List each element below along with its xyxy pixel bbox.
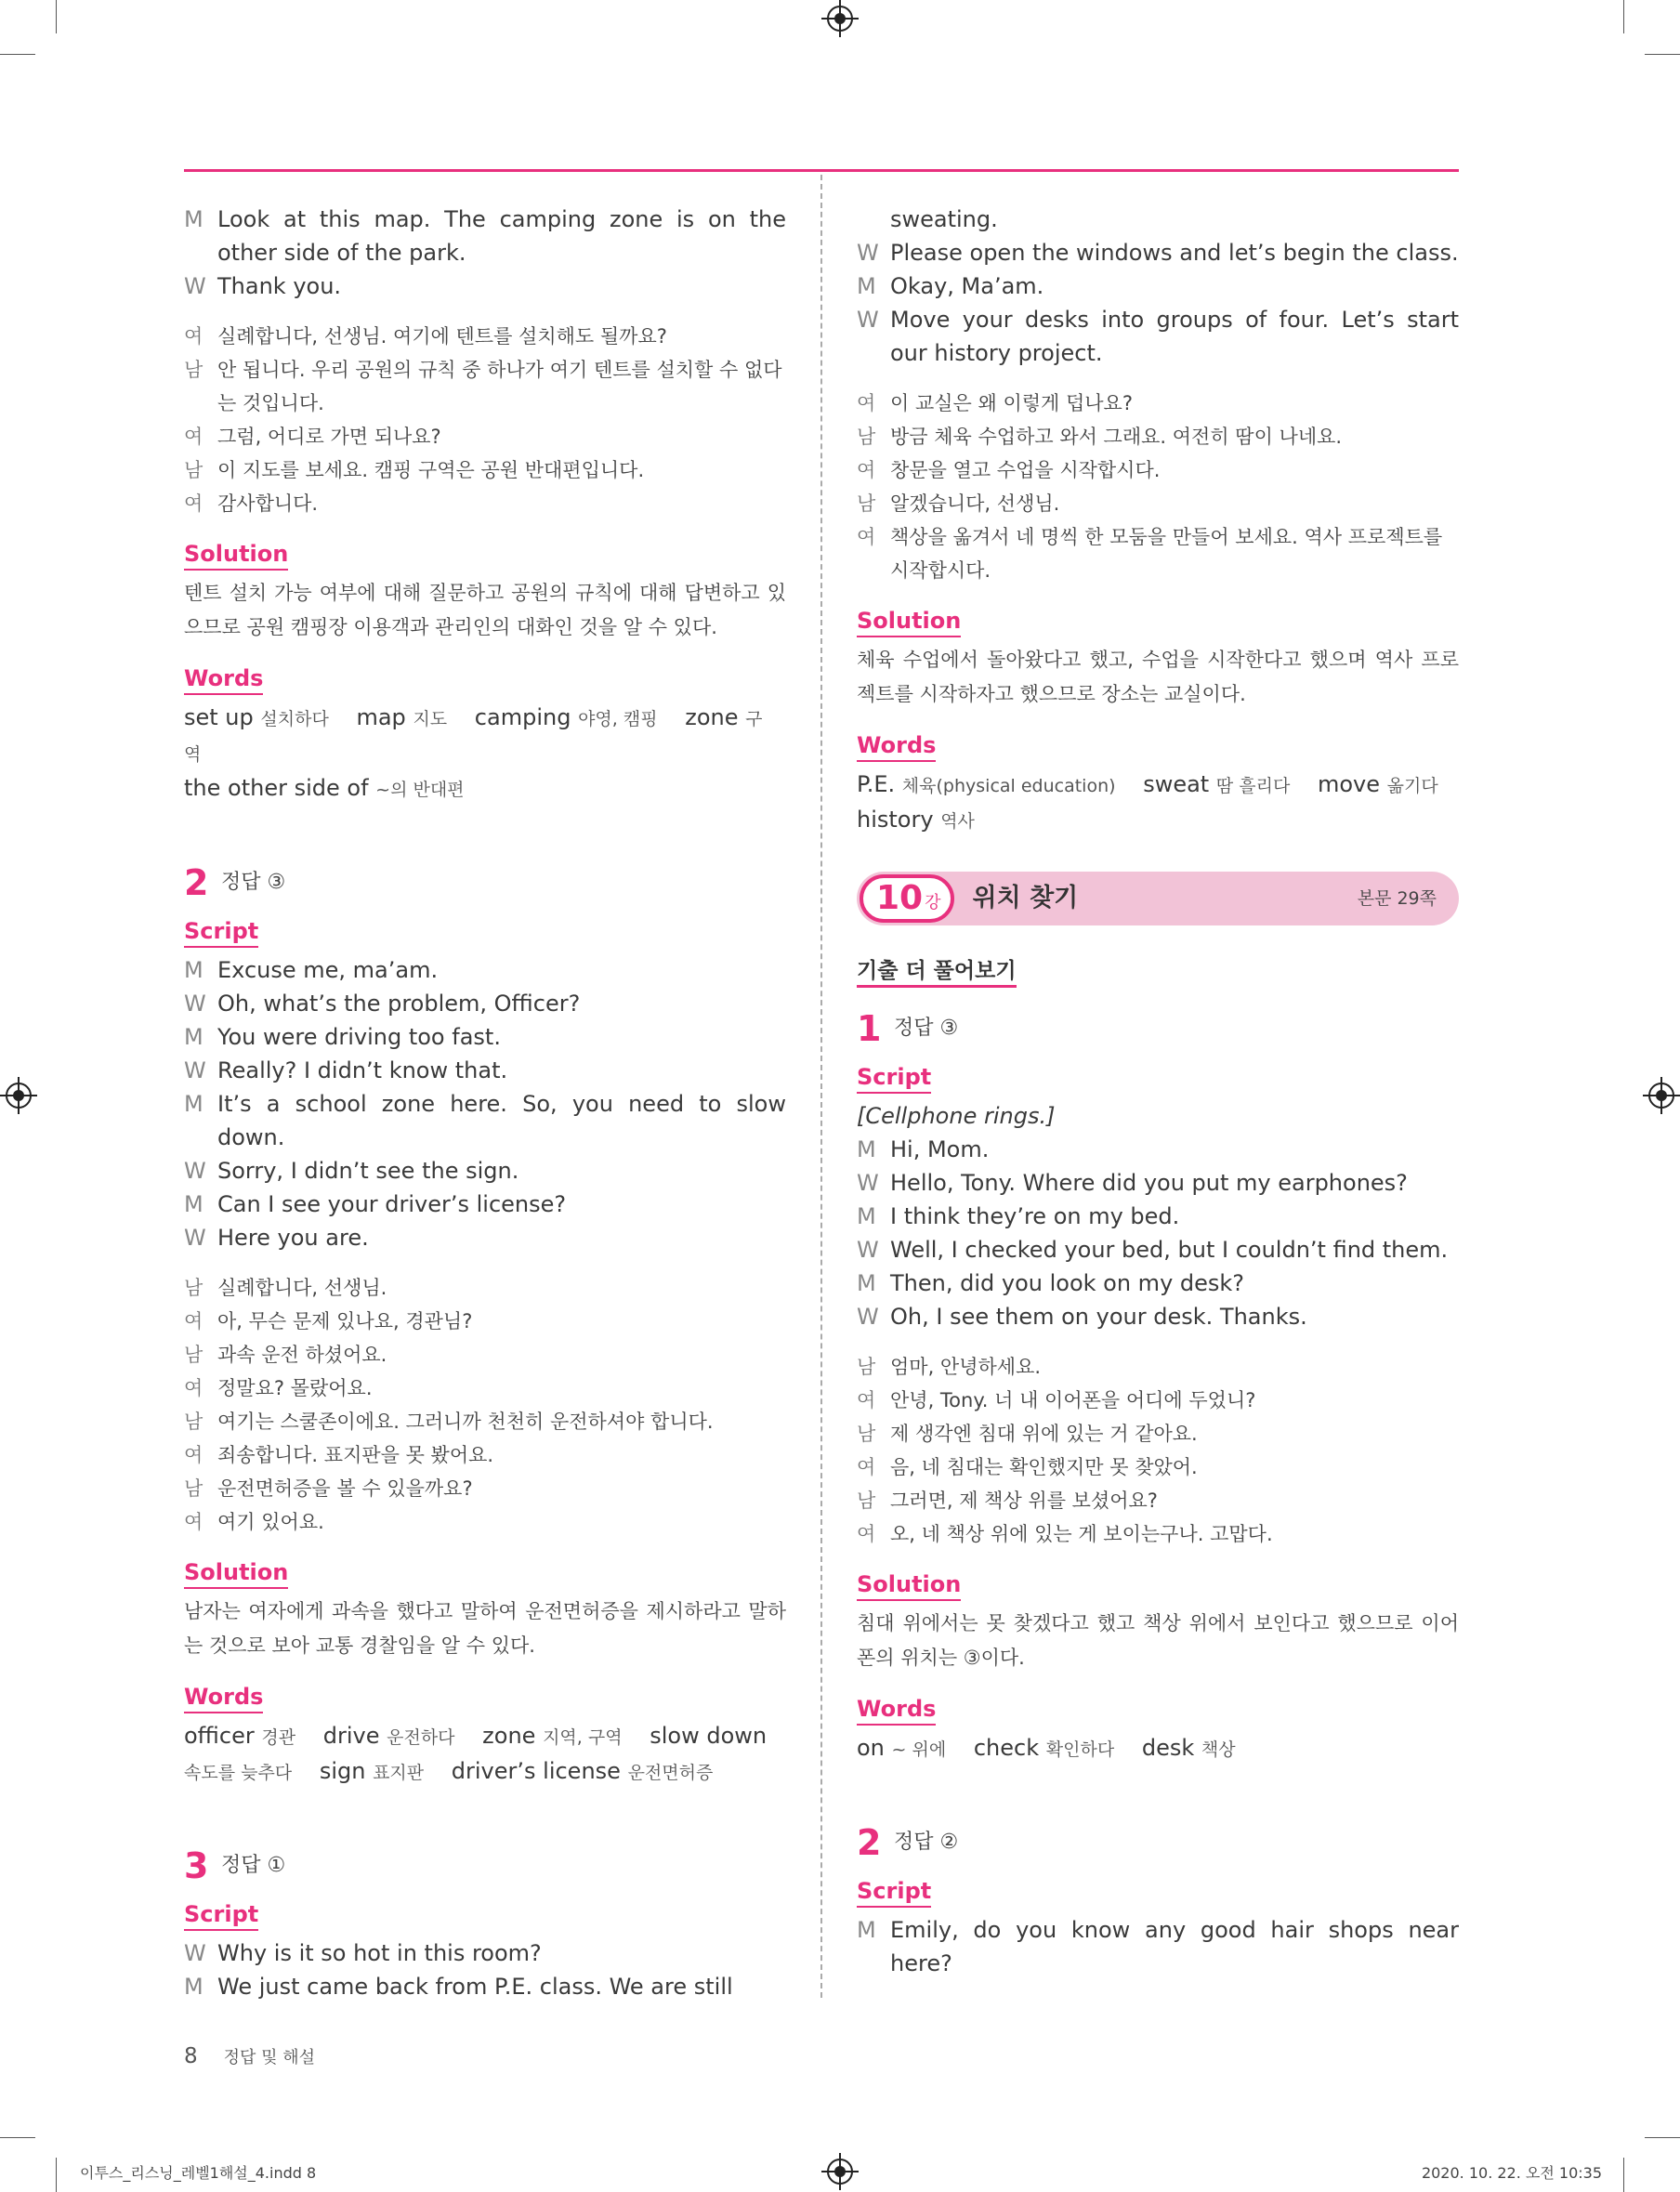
speaker: M xyxy=(857,1917,876,1943)
korean-text: 정말요? 몰랐어요. xyxy=(217,1377,373,1399)
speaker: W xyxy=(184,1057,206,1083)
word-en: map xyxy=(356,704,406,730)
speaker: W xyxy=(857,1170,879,1196)
korean-text: 그러면, 제 책상 위를 보셨어요? xyxy=(890,1490,1158,1512)
page-footer xyxy=(184,2044,315,2068)
words-label: Words xyxy=(857,731,936,762)
korean-line xyxy=(184,1438,786,1472)
answer-heading xyxy=(857,1008,1459,1049)
dialog-line xyxy=(184,1087,786,1154)
word-kr: 야영, 캠핑 xyxy=(578,709,658,729)
korean-line xyxy=(184,420,786,453)
dialog-text: Thank you. xyxy=(217,273,342,299)
word-en: officer xyxy=(184,1723,255,1749)
korean-line xyxy=(184,453,786,487)
dialog-line xyxy=(184,987,786,1020)
korean-line xyxy=(184,1472,786,1505)
korean-line xyxy=(184,487,786,520)
dialog-line xyxy=(857,203,1459,236)
korean-line xyxy=(857,1450,1459,1484)
solution-label: Solution xyxy=(857,1570,961,1601)
word-kr: 운전하다 xyxy=(387,1727,455,1748)
crop-mark xyxy=(1645,54,1680,55)
dialog-text: Then, did you look on my desk? xyxy=(890,1270,1245,1296)
korean-line xyxy=(857,1517,1459,1551)
crop-mark xyxy=(56,2158,57,2192)
speaker: 여 xyxy=(857,459,876,481)
word-kr: 경관 xyxy=(261,1727,296,1748)
speaker: W xyxy=(184,1158,206,1184)
answer-text: 정답 ① xyxy=(221,1854,286,1877)
crop-mark xyxy=(1645,2137,1680,2138)
korean-line xyxy=(184,1338,786,1372)
dialog-text: Please open the windows and let’s begin the class. xyxy=(890,240,1459,266)
solution-text: 체육 수업에서 돌아왔다고 했고, 수업을 시작한다고 했으며 역사 프로젝트를 시작하자고 했으므로 장소는 교실이다. xyxy=(857,649,1459,705)
dialog-line xyxy=(184,1154,786,1188)
speaker: M xyxy=(184,1974,203,2000)
word-kr: 옮기다 xyxy=(1386,776,1438,796)
speaker: M xyxy=(184,206,203,232)
lesson-number: 10 xyxy=(876,879,924,917)
footer-label: 정답 및 해설 xyxy=(223,2048,316,2067)
dialog-text: We just came back from P.E. class. We are still xyxy=(217,1974,733,2000)
word-kr: 설치하다 xyxy=(260,709,329,729)
korean-text: 오, 네 책상 위에 있는 게 보이는구나. 고맙다. xyxy=(890,1523,1273,1545)
word-kr: 표지판 xyxy=(373,1763,425,1783)
continued-korean xyxy=(857,387,1459,587)
word-kr: 책상 xyxy=(1201,1739,1236,1760)
korean-line xyxy=(184,353,786,420)
word-en: slow down xyxy=(650,1723,768,1749)
korean-line xyxy=(184,1405,786,1438)
speaker: 남 xyxy=(184,459,203,481)
speaker: 남 xyxy=(857,1423,876,1445)
speaker: W xyxy=(184,273,206,299)
solution-label: Solution xyxy=(184,1558,288,1589)
dialog-text: Oh, I see them on your desk. Thanks. xyxy=(890,1304,1307,1330)
speaker: 여 xyxy=(857,1523,876,1545)
words-label: Words xyxy=(184,664,263,695)
question-number: 2 xyxy=(184,862,209,903)
korean-text: 감사합니다. xyxy=(217,492,319,515)
speaker: 남 xyxy=(184,1344,203,1366)
korean-line xyxy=(184,320,786,353)
korean-text: 아, 무슨 문제 있나요, 경관님? xyxy=(217,1310,473,1332)
speaker: W xyxy=(857,307,879,333)
speaker: 여 xyxy=(184,1444,203,1466)
dialog-line xyxy=(857,269,1459,303)
page-number: 8 xyxy=(184,2044,198,2068)
speaker: M xyxy=(184,957,203,983)
dialog-text: Really? I didn’t know that. xyxy=(217,1057,508,1083)
dialog-text: Okay, Ma’am. xyxy=(890,273,1044,299)
dialog-line xyxy=(184,1054,786,1087)
speaker: W xyxy=(184,991,206,1017)
word-en: sign xyxy=(319,1758,366,1784)
speaker: M xyxy=(184,1091,203,1117)
speaker: W xyxy=(857,240,879,266)
korean-text: 창문을 열고 수업을 시작합시다. xyxy=(890,459,1161,481)
dialog-line xyxy=(184,953,786,987)
word-en: sweat xyxy=(1143,771,1210,797)
speaker: 여 xyxy=(184,325,203,348)
dialog-text: Here you are. xyxy=(217,1225,369,1251)
dialog-line xyxy=(857,1300,1459,1333)
words-list xyxy=(184,1719,786,1790)
korean-line xyxy=(857,487,1459,520)
word-kr: 땀 흘리다 xyxy=(1215,776,1291,796)
words-label: Words xyxy=(184,1683,263,1713)
word-kr: 지도 xyxy=(413,709,448,729)
korean-text: 안녕, Tony. 너 내 이어폰을 어디에 두었니? xyxy=(890,1389,1256,1411)
speaker: M xyxy=(857,273,876,299)
speaker: M xyxy=(857,1136,876,1162)
dialog-line xyxy=(857,1913,1459,1980)
dialog-text: Can I see your driver’s license? xyxy=(217,1191,567,1217)
intro-dialog xyxy=(184,203,786,303)
korean-line xyxy=(184,1505,786,1539)
korean-line xyxy=(857,420,1459,453)
korean-text: 실례합니다, 선생님. 여기에 텐트를 설치해도 될까요? xyxy=(217,325,667,348)
word-en: camping xyxy=(474,704,571,730)
korean-line xyxy=(184,1372,786,1405)
speaker: 여 xyxy=(857,526,876,548)
korean-text: 이 지도를 보세요. 캠핑 구역은 공원 반대편입니다. xyxy=(217,459,645,481)
solution-text: 침대 위에서는 못 찾겠다고 했고 책상 위에서 보인다고 했으므로 이어폰의 위치는 ③이다. xyxy=(857,1612,1459,1669)
solution-text: 남자는 여자에게 과속을 했다고 말하여 운전면허증을 제시하라고 말하는 것으로 보아 교통 경찰임을 알 수 있다. xyxy=(184,1600,786,1657)
dialog-text: Oh, what’s the problem, Officer? xyxy=(217,991,581,1017)
column-divider xyxy=(820,175,822,1998)
word-kr: 운전면허증 xyxy=(627,1763,714,1783)
dialog-line xyxy=(857,236,1459,269)
speaker: 남 xyxy=(857,492,876,515)
script-label: Script xyxy=(857,1877,931,1908)
answer-heading xyxy=(184,1845,786,1886)
speaker: 여 xyxy=(857,1389,876,1411)
page-reference: 본문 29쪽 xyxy=(1357,888,1437,909)
korean-line xyxy=(857,387,1459,420)
korean-text: 책상을 옮겨서 네 명씩 한 모둠을 만들어 보세요. 역사 프로젝트를 시작합시다. xyxy=(890,526,1443,582)
korean-line xyxy=(857,1350,1459,1384)
dialog-line xyxy=(184,1020,786,1054)
dialog-line xyxy=(857,1233,1459,1267)
crop-mark xyxy=(1623,2158,1624,2192)
dialog-line xyxy=(184,1970,786,2003)
stage-direction: [Cellphone rings.] xyxy=(857,1103,1056,1129)
script-label: Script xyxy=(857,1063,931,1094)
korean-text: 그럼, 어디로 가면 되나요? xyxy=(217,426,441,448)
left-column xyxy=(184,203,786,2003)
word-kr: ~의 반대편 xyxy=(375,780,465,800)
speaker: M xyxy=(857,1270,876,1296)
dialog-line xyxy=(857,303,1459,370)
dialog-text: It’s a school zone here. So, you need to slow down. xyxy=(217,1091,786,1150)
word-kr: ~ 위에 xyxy=(891,1739,947,1760)
word-kr: 지역, 구역 xyxy=(543,1727,623,1748)
script-dialog xyxy=(184,1936,786,2003)
korean-text: 방금 체육 수업하고 와서 그래요. 여전히 땀이 나네요. xyxy=(890,426,1343,448)
dialog-text: Sorry, I didn’t see the sign. xyxy=(217,1158,519,1184)
korean-text: 여기는 스쿨존이에요. 그러니까 천천히 운전하셔야 합니다. xyxy=(217,1411,714,1433)
dialog-line xyxy=(857,1133,1459,1166)
slug-filename: 이투스_리스닝_레벨1해설_4.indd 8 xyxy=(80,2164,317,2182)
speaker: 남 xyxy=(184,1277,203,1299)
registration-mark-icon xyxy=(1648,1083,1674,1109)
right-column xyxy=(857,203,1459,1980)
korean-line xyxy=(857,1417,1459,1450)
dialog-text: You were driving too fast. xyxy=(217,1024,501,1050)
speaker: 남 xyxy=(184,1411,203,1433)
korean-text: 알겠습니다, 선생님. xyxy=(890,492,1060,515)
korean-text: 실례합니다, 선생님. xyxy=(217,1277,387,1299)
korean-line xyxy=(184,1271,786,1305)
dialog-text: Hello, Tony. Where did you put my earphones? xyxy=(890,1170,1408,1196)
word-kr: 구역 xyxy=(184,709,763,765)
dialog-line xyxy=(857,1200,1459,1233)
word-kr: 속도를 늦추다 xyxy=(184,1763,293,1783)
lesson-title: 위치 찾기 xyxy=(972,884,1079,912)
speaker: 남 xyxy=(857,1490,876,1512)
question-number: 2 xyxy=(857,1822,882,1863)
korean-text: 이 교실은 왜 이렇게 덥나요? xyxy=(890,392,1133,414)
words-list xyxy=(857,1731,1459,1766)
dialog-line xyxy=(857,1166,1459,1200)
word-en: P.E. xyxy=(857,771,896,797)
word-en: the other side of xyxy=(184,775,369,801)
word-en: zone xyxy=(685,704,739,730)
dialog-text: Why is it so hot in this room? xyxy=(217,1940,542,1966)
dialog-text: Emily, do you know any good hair shops near here? xyxy=(890,1917,1459,1976)
dialog-text: Hi, Mom. xyxy=(890,1136,990,1162)
header-rule xyxy=(184,169,1459,172)
korean-text: 과속 운전 하셨어요. xyxy=(217,1344,387,1366)
dialog-line xyxy=(184,203,786,269)
korean-text: 운전면허증을 볼 수 있을까요? xyxy=(217,1477,473,1500)
speaker: 여 xyxy=(184,1377,203,1399)
speaker: 남 xyxy=(857,1356,876,1378)
solution-label: Solution xyxy=(184,540,288,571)
solution-text: 텐트 설치 가능 여부에 대해 질문하고 공원의 규칙에 대해 답변하고 있으므로 공원 캠핑장 이용객과 관리인의 대화인 것을 알 수 있다. xyxy=(184,582,786,638)
question-number: 3 xyxy=(184,1845,209,1886)
korean-text: 죄송합니다. 표지판을 못 봤어요. xyxy=(217,1444,494,1466)
solution-label: Solution xyxy=(857,607,961,637)
word-en: move xyxy=(1317,771,1380,797)
registration-mark-icon xyxy=(6,1083,32,1109)
script-dialog xyxy=(857,1913,1459,1980)
script-label: Script xyxy=(184,917,258,948)
word-kr: 체육(physical education) xyxy=(901,776,1116,796)
speaker: M xyxy=(857,1203,876,1229)
word-en: check xyxy=(973,1735,1040,1761)
section-subtitle: 기출 더 풀어보기 xyxy=(857,957,1017,988)
words-label: Words xyxy=(857,1695,936,1726)
word-en: drive xyxy=(322,1723,380,1749)
word-en: on xyxy=(857,1735,885,1761)
lesson-banner xyxy=(857,872,1459,925)
korean-line xyxy=(857,520,1459,587)
word-kr: 확인하다 xyxy=(1045,1739,1115,1760)
lesson-unit: 강 xyxy=(925,893,941,912)
speaker: 남 xyxy=(184,1477,203,1500)
word-en: history xyxy=(857,807,934,833)
continued-dialog xyxy=(857,203,1459,370)
answer-text: 정답 ③ xyxy=(894,1017,959,1040)
script-label: Script xyxy=(184,1900,258,1931)
script-dialog xyxy=(857,1099,1459,1333)
speaker: W xyxy=(857,1237,879,1263)
words-list xyxy=(184,701,786,807)
script-dialog xyxy=(184,953,786,1254)
answer-text: 정답 ② xyxy=(894,1831,959,1854)
dialog-text: Excuse me, ma’am. xyxy=(217,957,439,983)
speaker: 여 xyxy=(184,1310,203,1332)
word-en: zone xyxy=(482,1723,536,1749)
dialog-text: Well, I checked your bed, but I couldn’t find them. xyxy=(890,1237,1449,1263)
speaker: W xyxy=(184,1940,206,1966)
speaker: 여 xyxy=(857,1456,876,1478)
question-number: 1 xyxy=(857,1008,882,1049)
word-en: driver’s license xyxy=(451,1758,621,1784)
dialog-text: Look at this map. The camping zone is on the other side of the park. xyxy=(217,206,786,266)
dialog-line xyxy=(184,1221,786,1254)
korean-text: 제 생각엔 침대 위에 있는 거 같아요. xyxy=(890,1423,1198,1445)
korean-line xyxy=(857,453,1459,487)
registration-mark-icon xyxy=(827,6,853,32)
answer-heading xyxy=(184,862,786,903)
speaker: M xyxy=(184,1191,203,1217)
korean-text: 여기 있어요. xyxy=(217,1511,324,1533)
speaker: 남 xyxy=(184,359,203,381)
registration-mark-icon xyxy=(827,2159,853,2185)
crop-mark xyxy=(0,54,35,55)
speaker: 여 xyxy=(184,1511,203,1533)
speaker: W xyxy=(184,1225,206,1251)
dialog-text: Move your desks into groups of four. Let’s start our history project. xyxy=(890,307,1459,366)
korean-text: 안 됩니다. 우리 공원의 규칙 중 하나가 여기 텐트를 설치할 수 없다는 것입니다. xyxy=(217,359,782,414)
script-korean xyxy=(184,1271,786,1539)
dialog-text: I think they’re on my bed. xyxy=(890,1203,1180,1229)
dialog-text: sweating. xyxy=(890,206,998,232)
dialog-line xyxy=(184,269,786,303)
speaker: M xyxy=(184,1024,203,1050)
speaker: 여 xyxy=(184,426,203,448)
crop-mark xyxy=(0,2137,35,2138)
answer-heading xyxy=(857,1822,1459,1863)
speaker: 여 xyxy=(184,492,203,515)
crop-mark xyxy=(1623,0,1624,33)
script-korean xyxy=(857,1350,1459,1551)
answer-text: 정답 ③ xyxy=(221,871,286,894)
intro-korean xyxy=(184,320,786,520)
korean-text: 음, 네 침대는 확인했지만 못 찾았어. xyxy=(890,1456,1198,1478)
speaker: W xyxy=(857,1304,879,1330)
korean-text: 엄마, 안녕하세요. xyxy=(890,1356,1042,1378)
word-en: set up xyxy=(184,704,254,730)
speaker: 여 xyxy=(857,392,876,414)
slug-date: 2020. 10. 22. 오전 10:35 xyxy=(1421,2164,1602,2182)
dialog-line xyxy=(184,1936,786,1970)
words-list xyxy=(857,768,1459,838)
dialog-line xyxy=(184,1188,786,1221)
speaker: 남 xyxy=(857,426,876,448)
word-kr: 역사 xyxy=(940,811,975,832)
word-en: desk xyxy=(1141,1735,1195,1761)
dialog-line xyxy=(857,1267,1459,1300)
lesson-badge xyxy=(860,874,954,923)
korean-line xyxy=(184,1305,786,1338)
korean-line xyxy=(857,1384,1459,1417)
korean-line xyxy=(857,1484,1459,1517)
crop-mark xyxy=(56,0,57,33)
